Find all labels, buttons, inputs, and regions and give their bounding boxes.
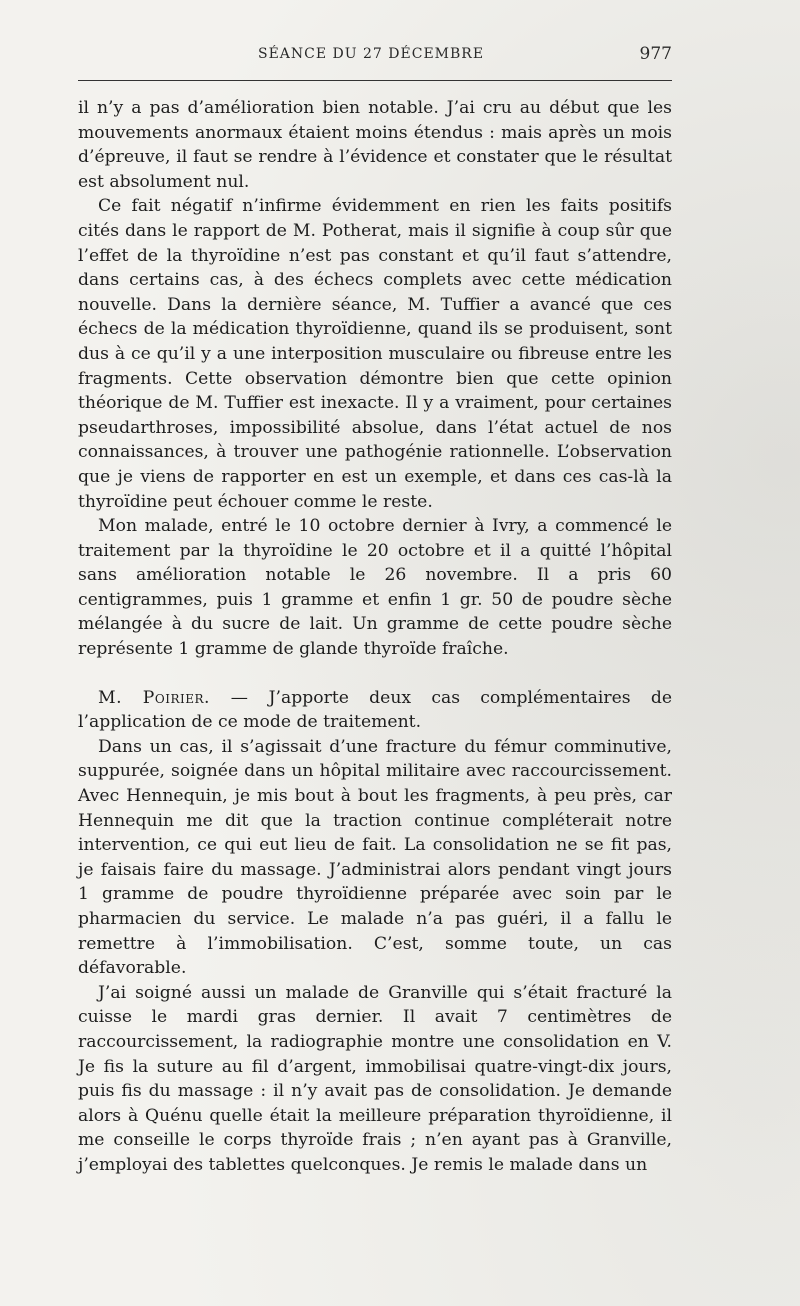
paragraph-2: Ce fait négatif n’infirme évidemment en rien les faits positifs cités dans le rapport de M. Potherat, mais il signifie à coup sûr que l’effet de la thyroïdine n’est pas constant et qu’il faut s’attendre, dans certains cas, à des échecs complets avec cette médication nouvelle. Dans la dernière séance, M. Tuffier a avancé que ces échecs de la médication thyroïdienne, quand ils se produisent, sont dus à ce qu’il y a une interposition musculaire ou fibreuse entre les fragments. Cette observation démontre bien que cette opinion théorique de M. Tuffier est inexacte. Il y a vraiment, pour certaines pseudarthroses, impossibilité absolue, dans l’état actuel de nos connaissances, à trouver une pathogénie rationnelle. L’observation que je viens de rapporter en est un exemple, et dans ces cas-là la thyroïdine peut échouer comme le reste. (78, 196, 672, 512)
speaker-name: M. Poirier. — (98, 687, 249, 708)
section-gap (78, 662, 672, 686)
running-title: SÉANCE DU 27 DÉCEMBRE (258, 46, 485, 62)
header-rule (78, 80, 672, 81)
body-text (78, 96, 672, 1178)
paragraph-6: J’ai soigné aussi un malade de Granville qui s’était fracturé la cuisse le mardi gras dernier. Il avait 7 centimètres de raccourcissement, la radiographie montre une consolidation en V. Je fis la suture au fil d’argent, immobilisai quatre-vingt-dix jours, puis fis du massage : il n’y avait pas de consolidation. Je demande alors à Quénu quelle était la meilleure préparation thyroïdienne, il me conseille le corps thyroïde frais ; n’en ayant pas à Granville, j’employai des tablettes quelconques. Je remis le malade dans un (78, 982, 672, 1175)
paragraph-4 (78, 686, 672, 735)
paragraph-3: Mon malade, entré le 10 octobre dernier à Ivry, a commencé le traitement par la thyroïdine le 20 octobre et il a quitté l’hôpital sans amélioration notable le 26 novembre. Il a pris 60 centigrammes, puis 1 gramme et enfin 1 gr. 50 de poudre sèche mélangée à du sucre de lait. Un gramme de cette poudre sèche représente 1 gramme de glande thyroïde fraîche. (78, 516, 672, 660)
page-number: 977 (639, 44, 672, 64)
paragraph-5: Dans un cas, il s’agissait d’une fracture du fémur comminutive, suppurée, soignée dans un hôpital militaire avec raccourcissement. Avec Hennequin, je mis bout à bout les fragments, à peu près, car Hennequin me dit que la traction continue compléterait notre intervention, ce qui eut lieu de fait. La consolidation ne se fit pas, je faisais faire du massage. J’administrai alors pendant vingt jours 1 gramme de poudre thyroïdienne préparée avec soin par le pharmacien du service. Le malade n’a pas guéri, il a fallu le remettre à l’immobilisation. C’est, somme toute, un cas défavorable. (78, 736, 672, 979)
page-header (78, 42, 672, 70)
paragraph-4-text: J’apporte deux cas complémentaires de l’application de ce mode de traitement. (78, 687, 672, 733)
paragraph-1: il n’y a pas d’amélioration bien notable. J’ai cru au début que les mouvements anormaux étaient moins étendus : mais après un mois d’épreuve, il faut se rendre à l’évidence et constater que le résultat est absolument nul. (78, 98, 672, 192)
